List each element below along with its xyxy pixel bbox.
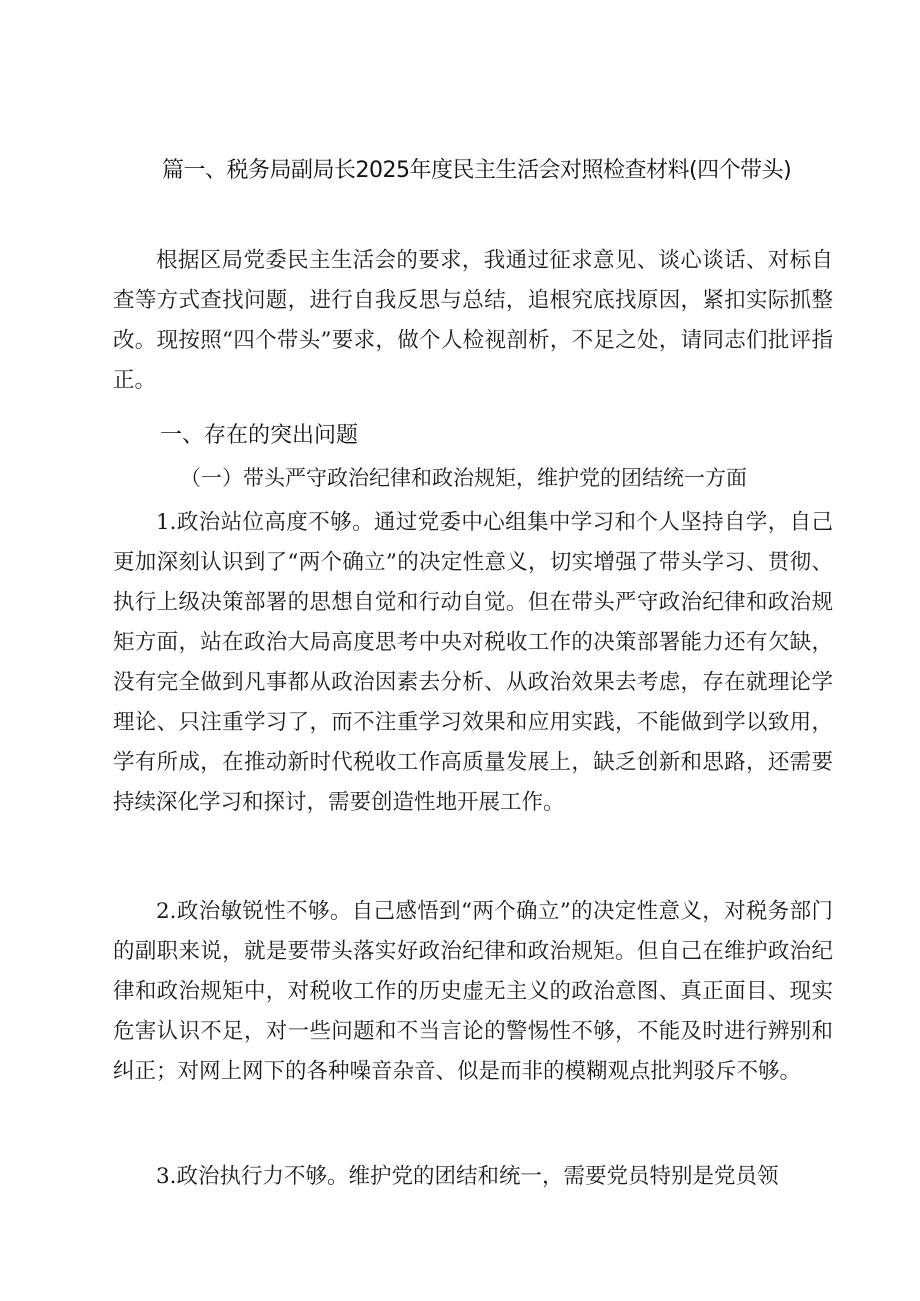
subsection-heading-political-discipline: （一）带头严守政治纪律和政治规矩，维护党的团结统一方面 xyxy=(180,466,747,490)
item-paragraph-2: 2.政治敏锐性不够。自己感悟到“两个确立”的决定性意义，对税务部门的副职来说，就是要带头落实好政治纪律和政治规矩。但自己在维护政治纪律和政治规矩中，对税收工作的历史虚无主义的政治意图、真正面目、现实危害认识不足，对一些问题和不当言论的警惕性不够，不能及时进行辨别和纠正；对网上网下的各种噪音杂音、似是而非的模糊观点批判驳斥不够。 xyxy=(113,899,833,1084)
document-title: 篇一、税务局副局长2025年度民主生活会对照检查材料(四个带头) xyxy=(162,158,792,183)
item-paragraph-1: 1.政治站位高度不够。通过党委中心组集中学习和个人坚持自学，自己更加深刻认识到了“两个确立”的决定性意义，切实增强了带头学习、贯彻、执行上级决策部署的思想自觉和行动自觉。但在带头严守政治纪律和政治规矩方面，站在政治大局高度思考中央对税收工作的决策部署能力还有欠缺，没有完全做到凡事都从政治因素去分析、从政治效果去考虑，存在就理论学理论、只注重学习了，而不注重学习效果和应用实践，不能做到学以致用，学有所成，在推动新时代税收工作高质量发展上，缺乏创新和思路，还需要持续深化学习和探讨，需要创造性地开展工作。 xyxy=(113,510,833,815)
item-paragraph-3: 3.政治执行力不够。维护党的团结和统一，需要党员特别是党员领 xyxy=(156,1164,779,1189)
intro-paragraph: 根据区局党委民主生活会的要求，我通过征求意见、谈心谈话、对标自查等方式查找问题，进行自我反思与总结，追根究底找原因，紧扣实际抓整改。现按照“四个带头”要求，做个人检视剖析，不足之处，请同志们批评指正。 xyxy=(113,248,833,393)
section-heading-problems: 一、存在的突出问题 xyxy=(160,423,359,448)
